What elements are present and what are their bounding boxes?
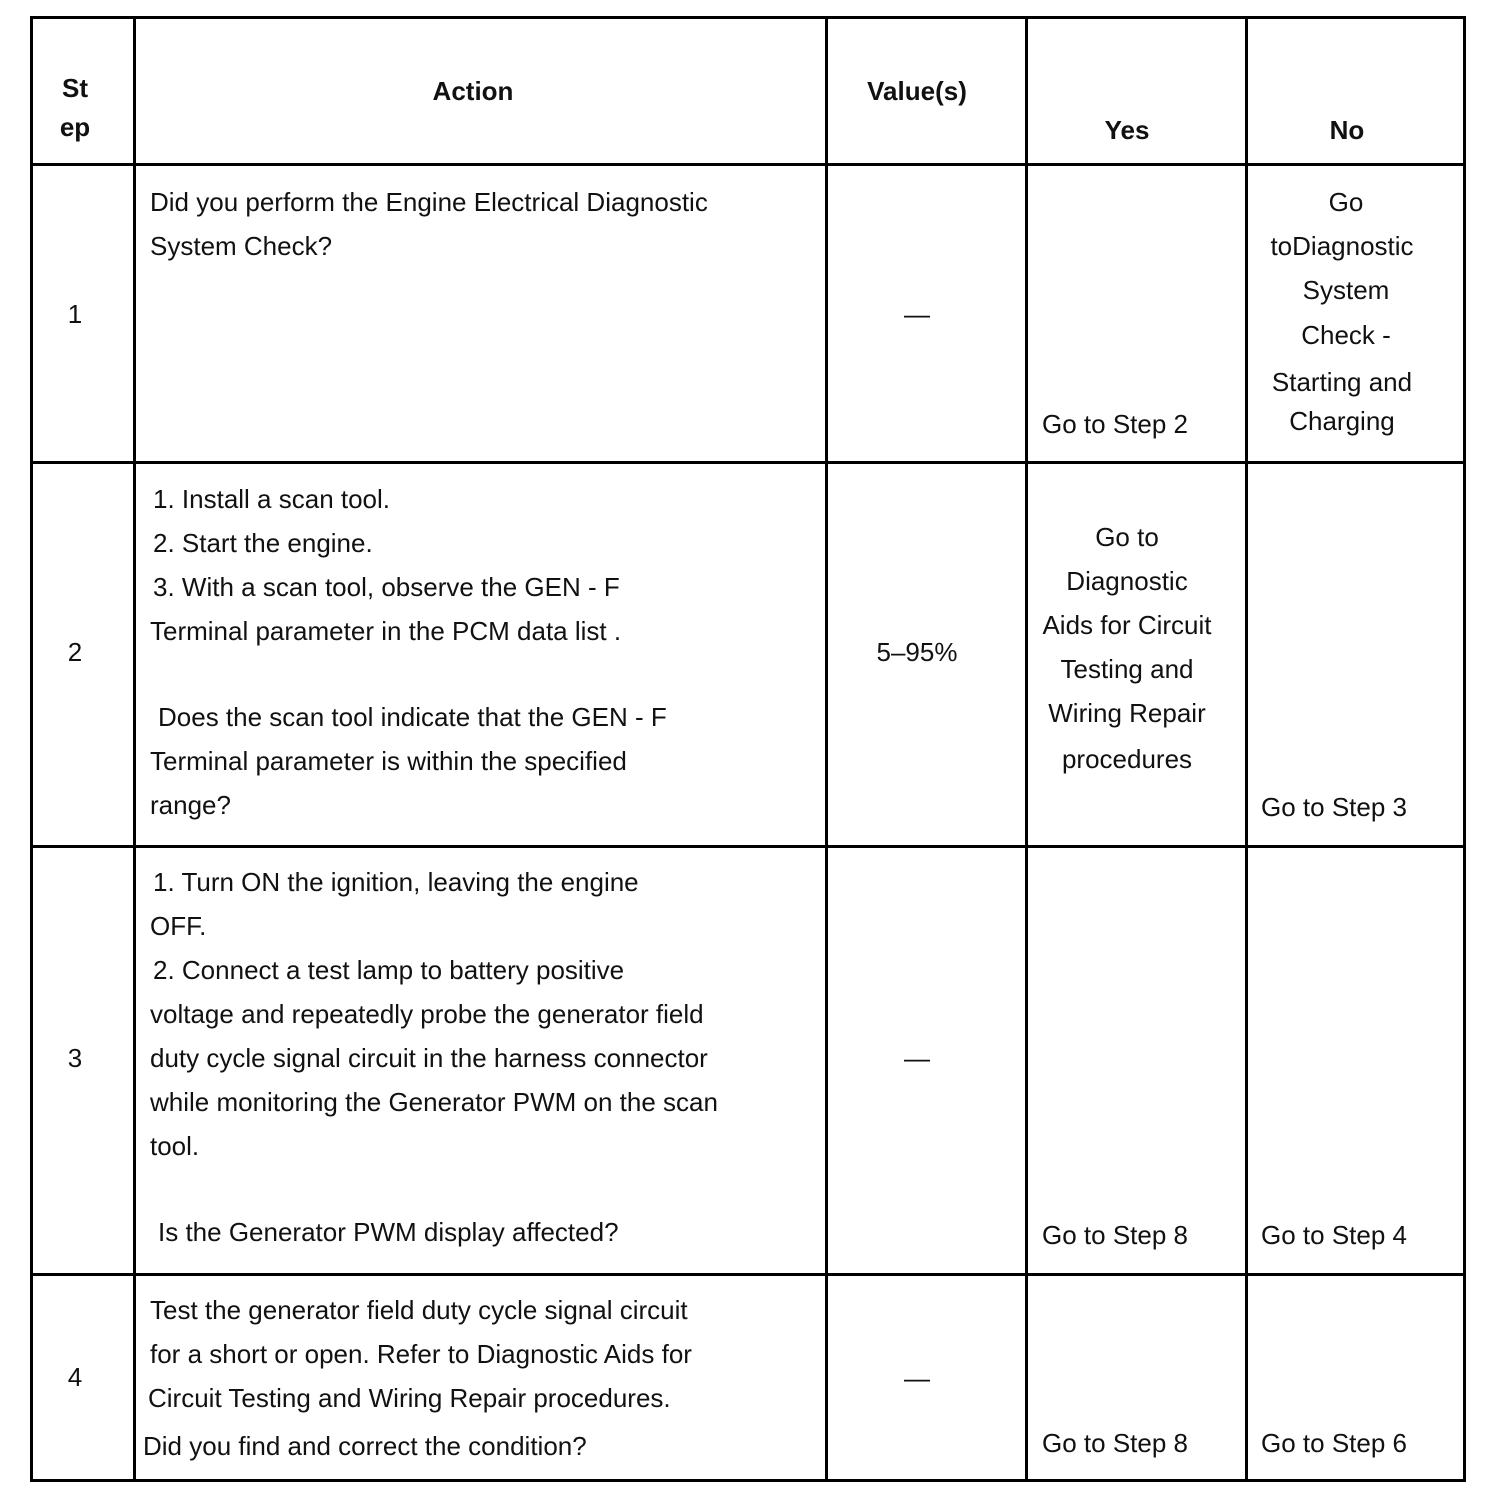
yes-line: Diagnostic	[1066, 566, 1188, 596]
action-line: Did you find and correct the condition?	[143, 1431, 587, 1461]
action-line: Circuit Testing and Wiring Repair procedures.	[148, 1383, 671, 1413]
yes-line: Aids for Circuit	[1042, 610, 1212, 640]
yes-text: Go to Step 2	[1042, 409, 1188, 439]
action-line: tool.	[150, 1131, 200, 1161]
action-line: voltage and repeatedly probe the generator field	[150, 999, 704, 1029]
no-text: Go to Step 6	[1261, 1428, 1407, 1458]
yes-line: procedures	[1061, 744, 1193, 774]
step-number: 1	[67, 299, 83, 329]
action-line: System Check?	[150, 231, 333, 261]
step-number: 2	[67, 637, 83, 667]
no-line: System	[1302, 275, 1390, 305]
action-line: Terminal parameter is within the specified	[150, 746, 627, 776]
value-text: —	[904, 299, 930, 329]
header-no: No	[1329, 115, 1365, 145]
column-divider	[825, 19, 828, 1479]
value-text: —	[904, 1363, 930, 1393]
action-line: Is the Generator PWM display affected?	[158, 1217, 619, 1247]
step-number: 3	[67, 1043, 83, 1073]
yes-text	[1025, 515, 1229, 783]
yes-text: Go to Step 8	[1042, 1428, 1188, 1458]
action-line: 2. Start the engine.	[153, 528, 373, 558]
no-text: Go to Step 3	[1261, 792, 1407, 822]
action-line: Test the generator field duty cycle signal circuit	[150, 1295, 688, 1325]
header-values: Value(s)	[867, 76, 967, 106]
no-text	[1245, 180, 1439, 436]
action-text	[150, 180, 708, 268]
header-step-line: ep	[59, 112, 91, 142]
action-line: Does the scan tool indicate that the GEN - F	[158, 702, 667, 732]
row-divider	[33, 163, 1463, 166]
yes-line: Go to	[1095, 522, 1159, 552]
no-line: Charging	[1289, 406, 1395, 436]
step-number: 4	[67, 1362, 83, 1392]
action-line: OFF.	[150, 911, 207, 941]
no-line: toDiagnostic	[1270, 231, 1414, 261]
header-step-line: St	[62, 73, 88, 103]
action-line: duty cycle signal circuit in the harness connector	[150, 1043, 708, 1073]
row-divider	[33, 845, 1463, 848]
action-line: for a short or open. Refer to Diagnostic Aids for	[150, 1339, 692, 1369]
header-step	[33, 69, 117, 147]
header-action: Action	[432, 76, 514, 106]
action-line: Did you perform the Engine Electrical Diagnostic	[150, 187, 708, 217]
no-line: Go	[1328, 187, 1364, 217]
row-divider	[33, 461, 1463, 464]
action-line: 1. Install a scan tool.	[153, 484, 391, 514]
value-text: 5–95%	[876, 637, 958, 667]
no-line: Check -	[1301, 320, 1391, 350]
action-text	[150, 860, 718, 1254]
column-divider	[133, 19, 136, 1479]
no-line: Starting and	[1271, 367, 1413, 397]
value-text: —	[904, 1043, 930, 1073]
action-text	[143, 1288, 692, 1472]
action-line: 1. Turn ON the ignition, leaving the engine	[153, 867, 639, 897]
action-text	[150, 477, 667, 827]
header-yes: Yes	[1104, 115, 1150, 145]
no-text: Go to Step 4	[1261, 1220, 1407, 1250]
yes-line: Testing and	[1060, 654, 1194, 684]
action-line: 3. With a scan tool, observe the GEN - F	[153, 572, 620, 602]
action-line: 2. Connect a test lamp to battery positive	[153, 955, 625, 985]
yes-line: Wiring Repair	[1048, 698, 1206, 728]
action-line: while monitoring the Generator PWM on the scan	[150, 1087, 718, 1117]
action-line: Terminal parameter in the PCM data list .	[150, 616, 622, 646]
action-line: range?	[150, 790, 231, 820]
yes-text: Go to Step 8	[1042, 1220, 1188, 1250]
row-divider	[33, 1273, 1463, 1276]
